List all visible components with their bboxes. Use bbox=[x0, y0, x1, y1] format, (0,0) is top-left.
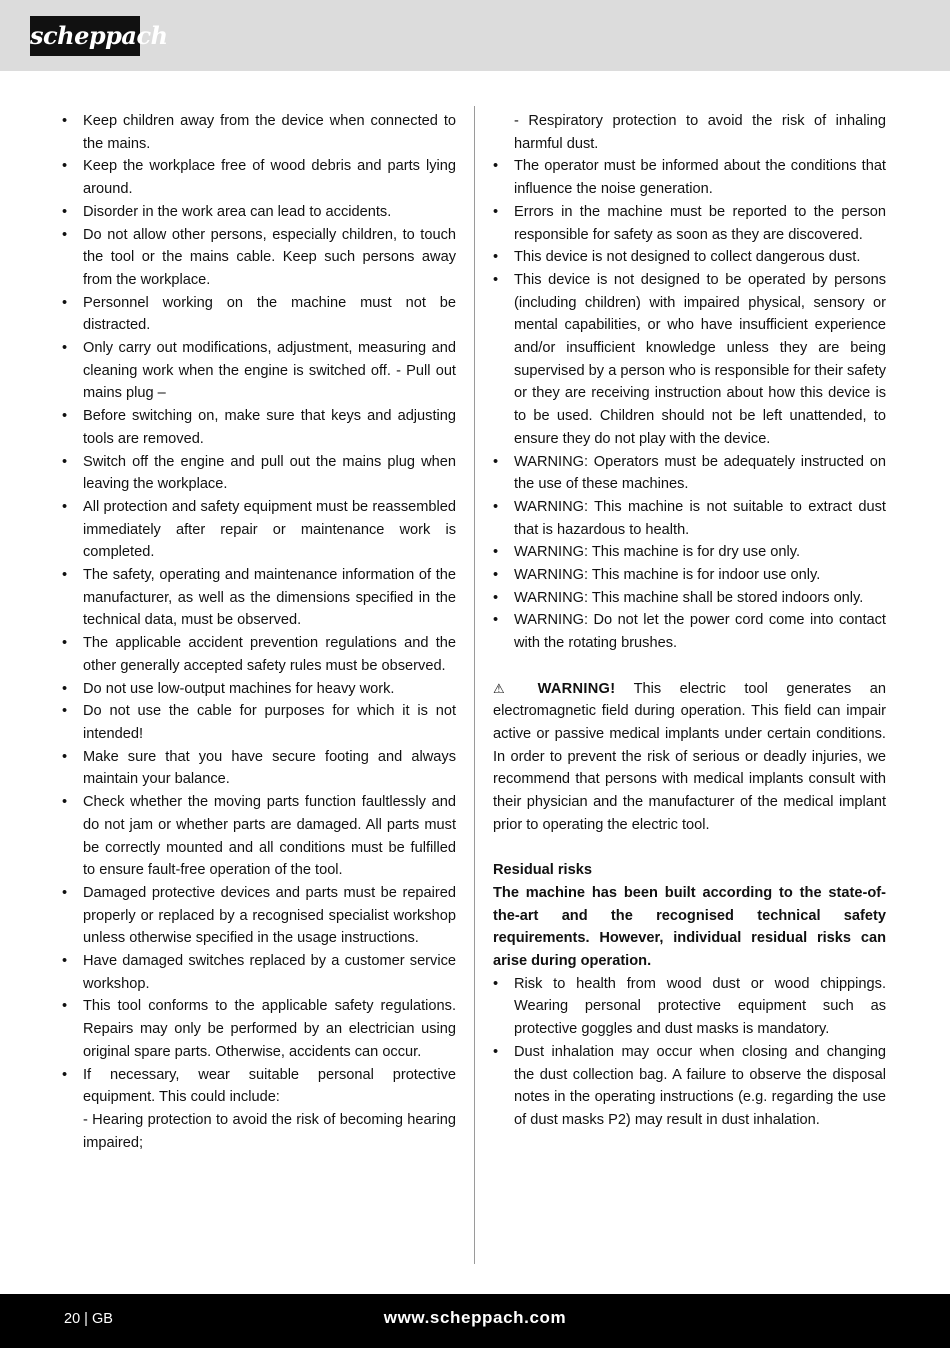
column-divider bbox=[474, 106, 475, 1264]
list-item: • Check whether the moving parts function faultlessly and do not jam or whether parts are damaged. All parts must be correctly mounted and all conditions must be fulfilled to ensure fault-free operation of the tool. bbox=[62, 791, 456, 882]
list-item: • This device is not designed to be operated by persons (including children) with impaired physical, sensory or mental capabilities, or who have insufficient experience and/or insufficient knowledge unless they are being supervised by a person who is responsible for their safety or they are receiving instruction about how this device is to be used. Children should not be left unattended, to ensure they do not play with the device. bbox=[493, 269, 886, 451]
scheppach-logo: scheppach bbox=[30, 16, 140, 56]
list-item: • WARNING: Operators must be adequately instructed on the use of these machines. bbox=[493, 451, 886, 496]
list-item: • Dust inhalation may occur when closing and changing the dust collection bag. A failure to observe the disposal notes in the operating instructions (e.g. regarding the use of dust masks P2) may result in dust inhalation. bbox=[493, 1041, 886, 1132]
list-item: • WARNING: This machine is for dry use only. bbox=[493, 541, 886, 564]
list-item: • Have damaged switches replaced by a customer service workshop. bbox=[62, 950, 456, 995]
list-item: • The applicable accident prevention regulations and the other generally accepted safety rules must be observed. bbox=[62, 632, 456, 677]
list-item: • Keep the workplace free of wood debris and parts lying around. bbox=[62, 155, 456, 200]
warning-triangle-icon: ⚠ bbox=[493, 680, 520, 696]
left-column bbox=[62, 110, 456, 1154]
list-item: • WARNING: This machine shall be stored indoors only. bbox=[493, 587, 886, 610]
list-item: • Personnel working on the machine must not be distracted. bbox=[62, 292, 456, 337]
list-item: • Risk to health from wood dust or wood chippings. Wearing personal protective equipment such as protective goggles and dust masks is mandatory. bbox=[493, 973, 886, 1041]
hearing-protection-subitem: - Hearing protection to avoid the risk of becoming hearing impaired; bbox=[83, 1111, 456, 1151]
warning-text: This electric tool generates an electromagnetic field during operation. This field can impair active or passive medical implants under certain conditions. In order to prevent the risk of serious or deadly injuries, we recommend that persons with medical implants consult with their physician and the manufacturer of the medical implant prior to operating the electric tool. bbox=[493, 680, 886, 833]
page-header bbox=[0, 0, 950, 71]
list-item: • All protection and safety equipment must be reassembled immediately after repair or maintenance work is completed. bbox=[62, 496, 456, 564]
list-item: • Switch off the engine and pull out the mains plug when leaving the workplace. bbox=[62, 451, 456, 496]
list-item: • This tool conforms to the applicable safety regulations. Repairs may only be performed by an electrician using original spare parts. Otherwise, accidents can occur. bbox=[62, 995, 456, 1063]
residual-risks-list bbox=[493, 973, 886, 1132]
list-item: • Do not allow other persons, especially children, to touch the tool or the mains cable. Keep such persons away from the workplace. bbox=[62, 224, 456, 292]
list-item: • WARNING: This machine is not suitable to extract dust that is hazardous to health. bbox=[493, 496, 886, 541]
warning-label: WARNING! bbox=[537, 680, 616, 697]
operator-instructions-list bbox=[493, 155, 886, 654]
list-item: • Do not use low-output machines for heavy work. bbox=[62, 678, 456, 701]
list-item: • The safety, operating and maintenance information of the manufacturer, as well as the dimensions specified in the technical data, must be observed. bbox=[62, 564, 456, 632]
page-number: 20 | GB bbox=[64, 1311, 113, 1327]
list-item: • WARNING: Do not let the power cord come into contact with the rotating brushes. bbox=[493, 609, 886, 654]
electromagnetic-warning bbox=[493, 678, 886, 837]
list-item: • Do not use the cable for purposes for which it is not intended! bbox=[62, 700, 456, 745]
list-item: • Make sure that you have secure footing and always maintain your balance. bbox=[62, 746, 456, 791]
website-link[interactable]: www.scheppach.com bbox=[383, 1308, 567, 1327]
page-footer bbox=[0, 1294, 950, 1348]
list-item: • If necessary, wear suitable personal protective equipment. This could include: bbox=[62, 1064, 456, 1109]
residual-risks-heading: Residual risks bbox=[493, 862, 592, 879]
right-column bbox=[493, 110, 886, 1132]
list-item: • Disorder in the work area can lead to accidents. bbox=[62, 201, 456, 224]
list-item: • The operator must be informed about the conditions that influence the noise generation. bbox=[493, 155, 886, 200]
respiratory-protection-subitem: - Respiratory protection to avoid the risk of inhaling harmful dust. bbox=[514, 113, 886, 152]
list-item: • Errors in the machine must be reported to the person responsible for safety as soon as they are discovered. bbox=[493, 201, 886, 246]
list-item: • This device is not designed to collect dangerous dust. bbox=[493, 246, 886, 269]
list-item: • WARNING: This machine is for indoor use only. bbox=[493, 564, 886, 587]
list-item: • Keep children away from the device when connected to the mains. bbox=[62, 110, 456, 155]
residual-risks-intro: The machine has been built according to the state-of-the-art and the recognised technical safety requirements. However, individual residual risks can arise during operation. bbox=[493, 884, 886, 969]
list-item: • Only carry out modifications, adjustment, measuring and cleaning work when the engine is switched off. - Pull out mains plug – bbox=[62, 337, 456, 405]
list-item: • Damaged protective devices and parts must be repaired properly or replaced by a recognised specialist workshop unless otherwise specified in the usage instructions. bbox=[62, 882, 456, 950]
list-item: • Before switching on, make sure that keys and adjusting tools are removed. bbox=[62, 405, 456, 450]
safety-instructions-list bbox=[62, 110, 456, 1109]
